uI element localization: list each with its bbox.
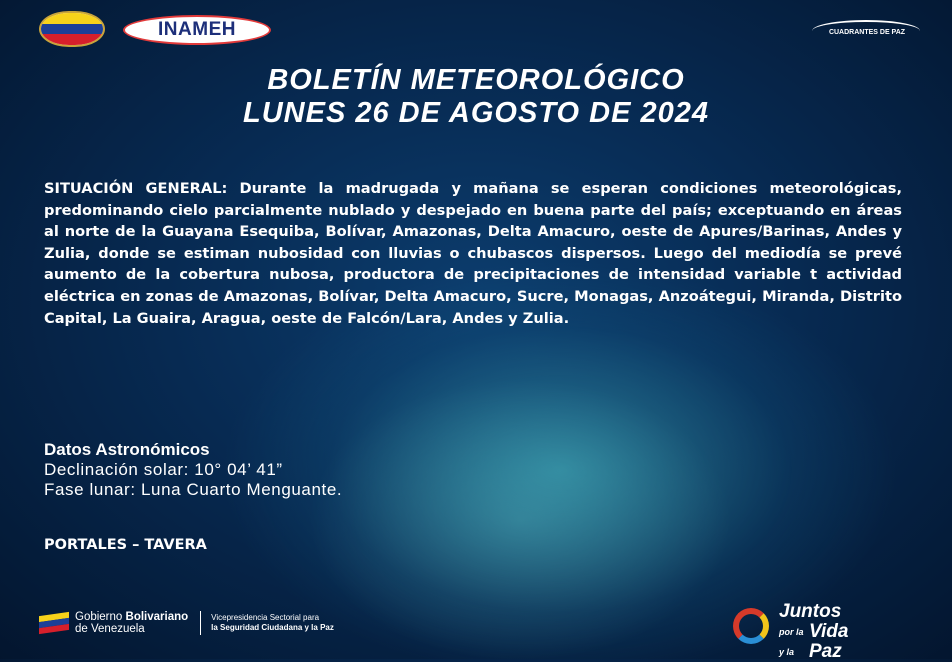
gobierno-text xyxy=(75,611,188,635)
author-credit: PORTALES – TAVERA xyxy=(44,537,207,553)
vicepresidencia-text xyxy=(211,613,334,633)
moon-phase: Fase lunar: Luna Cuarto Menguante. xyxy=(44,480,343,499)
bulletin-title xyxy=(0,64,952,130)
juntos-word-2: Vida xyxy=(809,621,849,642)
juntos-words xyxy=(779,602,848,662)
inameh-logo-text: INAMEH xyxy=(158,19,236,40)
juntos-small-1: por la xyxy=(779,626,804,637)
astronomical-data xyxy=(44,440,342,500)
cuadrantes-logo-text: CUADRANTES DE PAZ xyxy=(828,29,906,36)
gob-bold: Bolivariano xyxy=(125,611,189,623)
astro-heading: Datos Astronómicos xyxy=(44,440,210,459)
vice-line-1: Vicepresidencia Sectorial para xyxy=(211,613,320,622)
juntos-por-la-vida-logo xyxy=(733,601,905,662)
government-footer-logo xyxy=(39,607,334,639)
inameh-logo xyxy=(123,15,271,45)
venezuela-flag-icon xyxy=(39,612,69,634)
cuadrantes-de-paz-logo xyxy=(812,16,922,42)
footer-divider xyxy=(200,611,201,635)
title-line-2: LUNES 26 DE AGOSTO DE 2024 xyxy=(243,97,709,129)
gob-prefix: Gobierno xyxy=(75,611,126,623)
gob-line-2: de Venezuela xyxy=(75,623,145,635)
government-seal-logo xyxy=(39,11,105,47)
juntos-ring-icon xyxy=(733,608,769,644)
juntos-small-2: y la xyxy=(779,646,795,657)
vice-line-2: la Seguridad Ciudadana y la Paz xyxy=(211,623,334,632)
juntos-word-3: Paz xyxy=(809,641,842,662)
solar-declination: Declinación solar: 10° 04’ 41” xyxy=(44,460,283,479)
title-line-1: BOLETÍN METEOROLÓGICO xyxy=(267,64,685,96)
general-situation-paragraph: SITUACIÓN GENERAL: Durante la madrugada y mañana se esperan condiciones meteorológicas, predominando cielo parcialmente nublado y despejado en buena parte del país; exceptuando en áreas al norte de la Guayana Esequiba, Bolívar, Amazonas, Delta Amacuro, oeste de Apures/Barinas, Andes y Zulia, donde se estiman nubosidad con lluvias o chubascos dispersos. Luego del mediodía se prevé aumento de la cobertura nubosa, productora de precipitaciones de intensidad variable t actividad eléctrica en zonas de Amazonas, Bolívar, Delta Amacuro, Sucre, Monagas, Anzoátegui, Miranda, Distrito Capital, La Guaira, Aragua, oeste de Falcón/Lara, Andes y Zulia. xyxy=(44,180,902,327)
juntos-word-1: Juntos xyxy=(779,601,842,622)
